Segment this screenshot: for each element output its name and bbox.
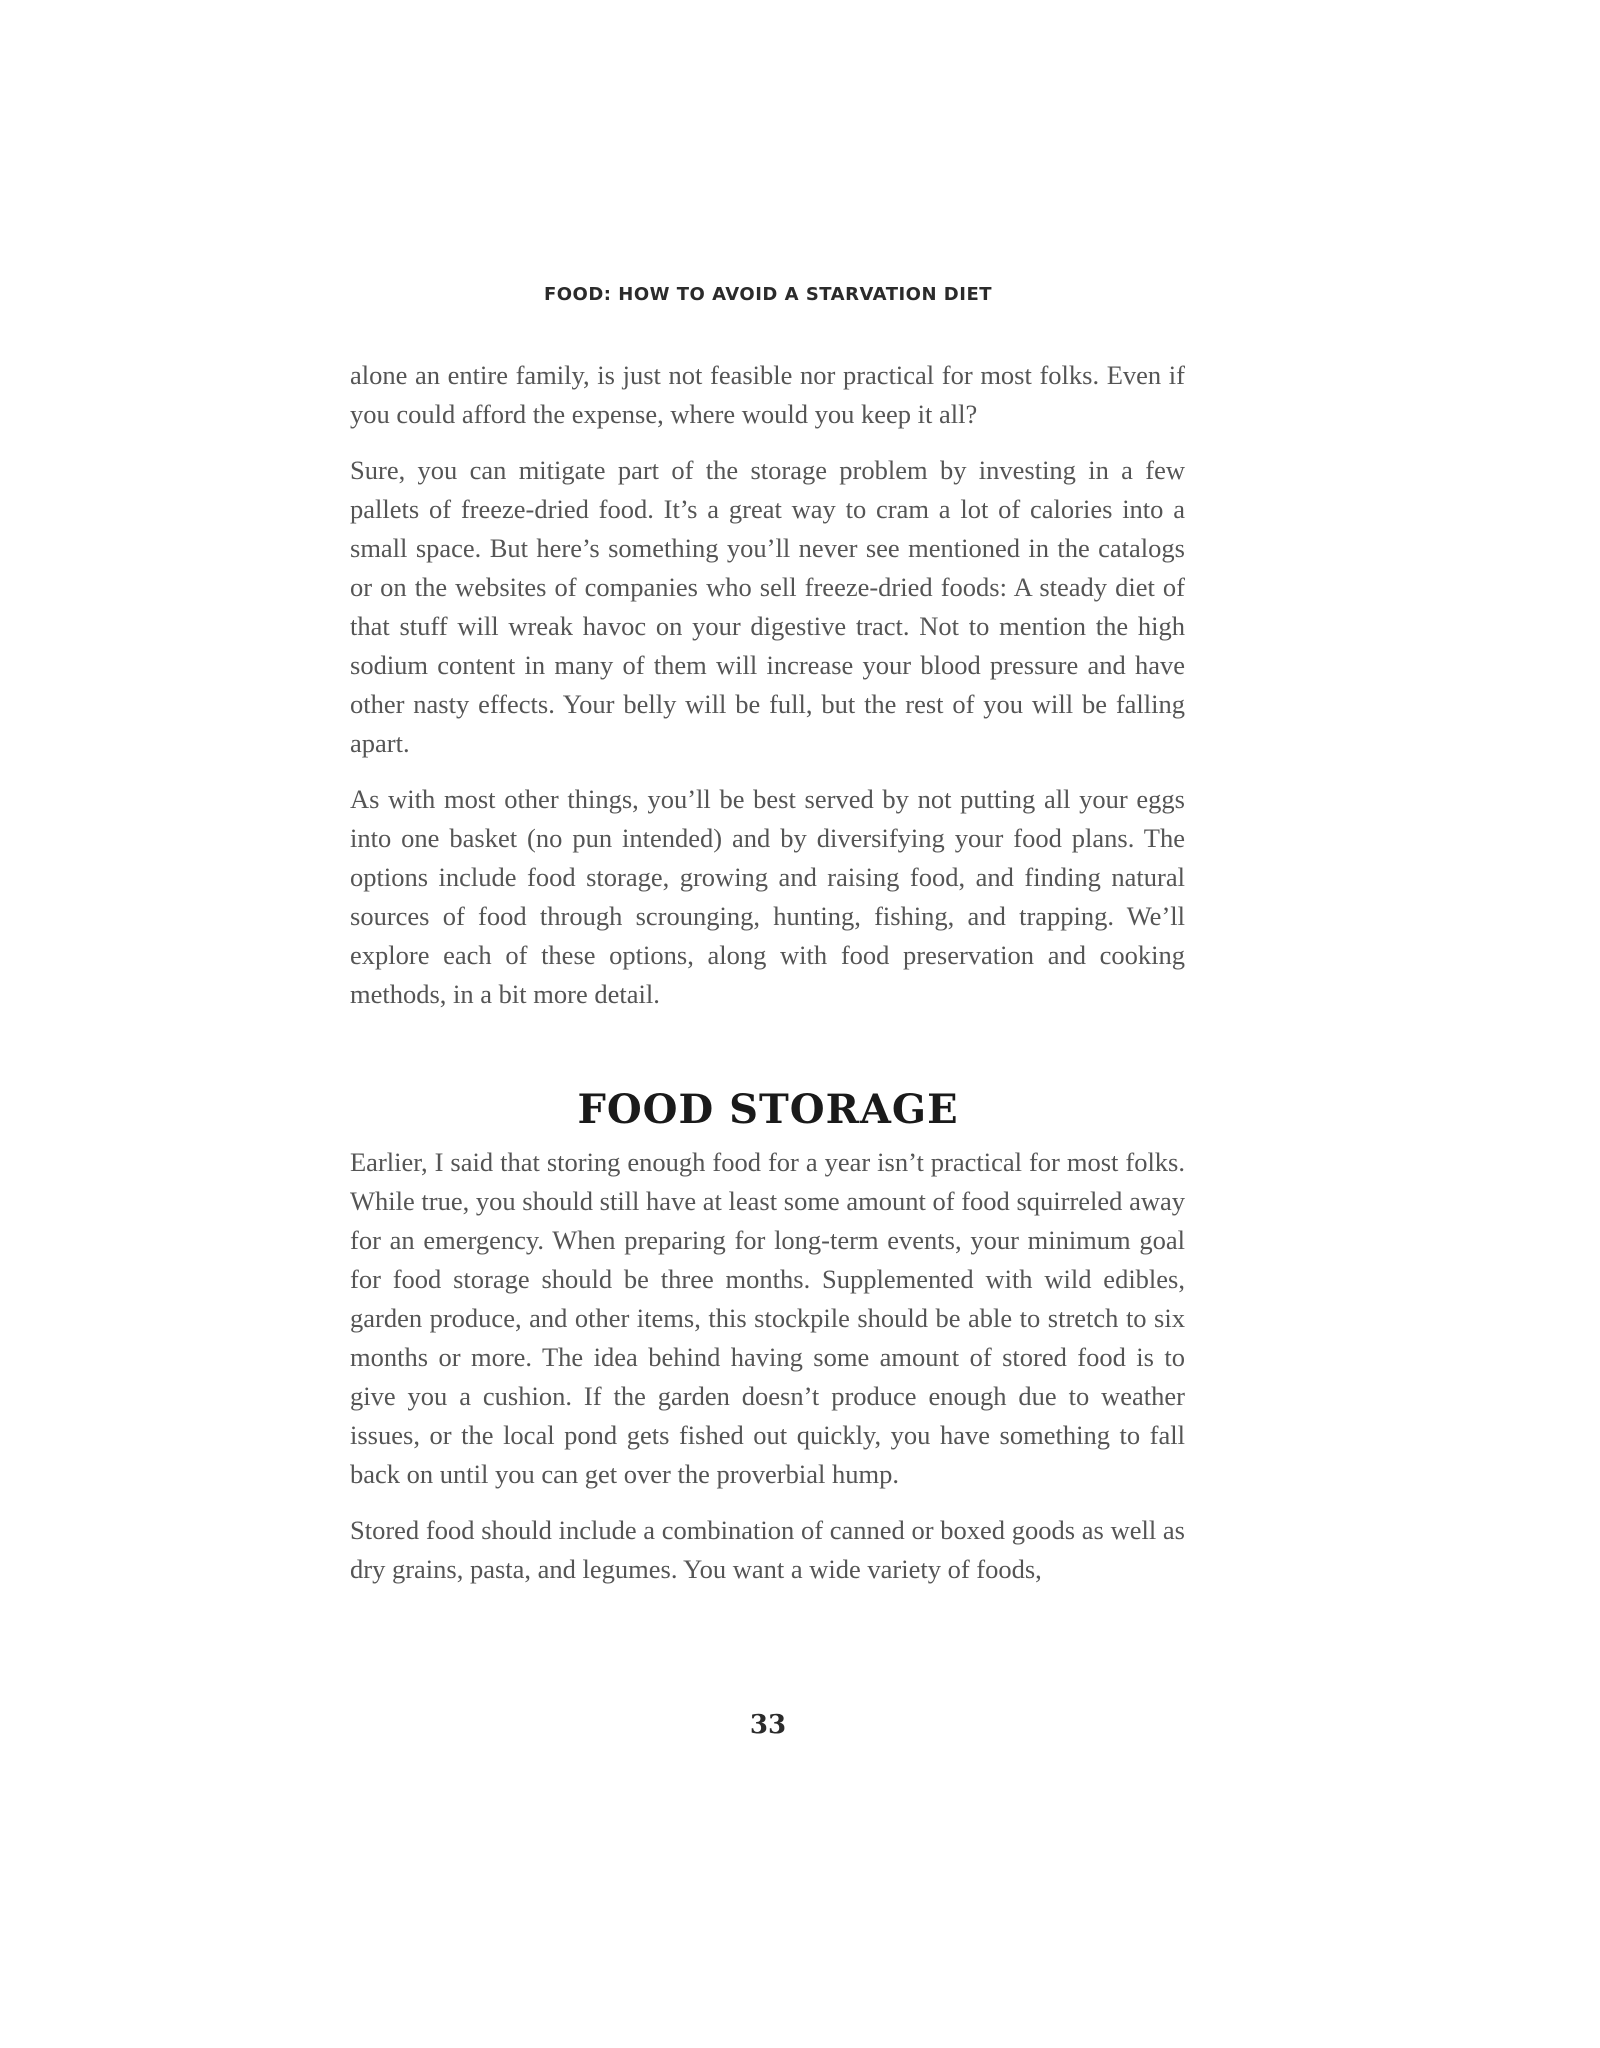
paragraph: alone an entire family, is just not feasible nor practical for most folks. Even if you could afford the expense, where would you keep it all? xyxy=(350,360,1185,429)
paragraph: Stored food should include a combination of canned or boxed goods as well as dry grains, pasta, and legumes. You want a wide variety of foods, xyxy=(350,1515,1185,1584)
running-head: FOOD: HOW TO AVOID A STARVATION DIET xyxy=(543,284,993,305)
page-number: 33 xyxy=(749,1710,787,1740)
body-text-bottom xyxy=(350,1143,1185,1606)
section-heading: FOOD STORAGE xyxy=(577,1086,959,1133)
paragraph: Sure, you can mitigate part of the storage problem by investing in a few pallets of freeze-dried food. It’s a great way to cram a lot of calories into a small space. But here’s something you’ll never see mentioned in the catalogs or on the websites of companies who sell freeze-dried foods: A steady diet of that stuff will wreak havoc on your digestive tract. Not to mention the high sodium content in many of them will increase your blood pressure and have other nasty effects. Your belly will be full, but the rest of you will be falling apart. xyxy=(350,455,1185,758)
body-text-top xyxy=(350,356,1185,1031)
paragraph: As with most other things, you’ll be best served by not putting all your eggs into one basket (no pun intended) and by diversifying your food plans. The options include food storage, growing and raising food, and finding natural sources of food through scrounging, hunting, fishing, and trapping. We’ll explore each of these options, along with food preservation and cooking methods, in a bit more detail. xyxy=(350,784,1185,1009)
paragraph: Earlier, I said that storing enough food for a year isn’t practical for most folks. While true, you should still have at least some amount of food squirreled away for an emergency. When preparing for long-term events, your minimum goal for food storage should be three months. Supplemented with wild edibles, garden produce, and other items, this stockpile should be able to stretch to six months or more. The idea behind having some amount of stored food is to give you a cushion. If the garden doesn’t produce enough due to weather issues, or the local pond gets fished out quickly, you have something to fall back on until you can get over the proverbial hump. xyxy=(350,1147,1185,1489)
